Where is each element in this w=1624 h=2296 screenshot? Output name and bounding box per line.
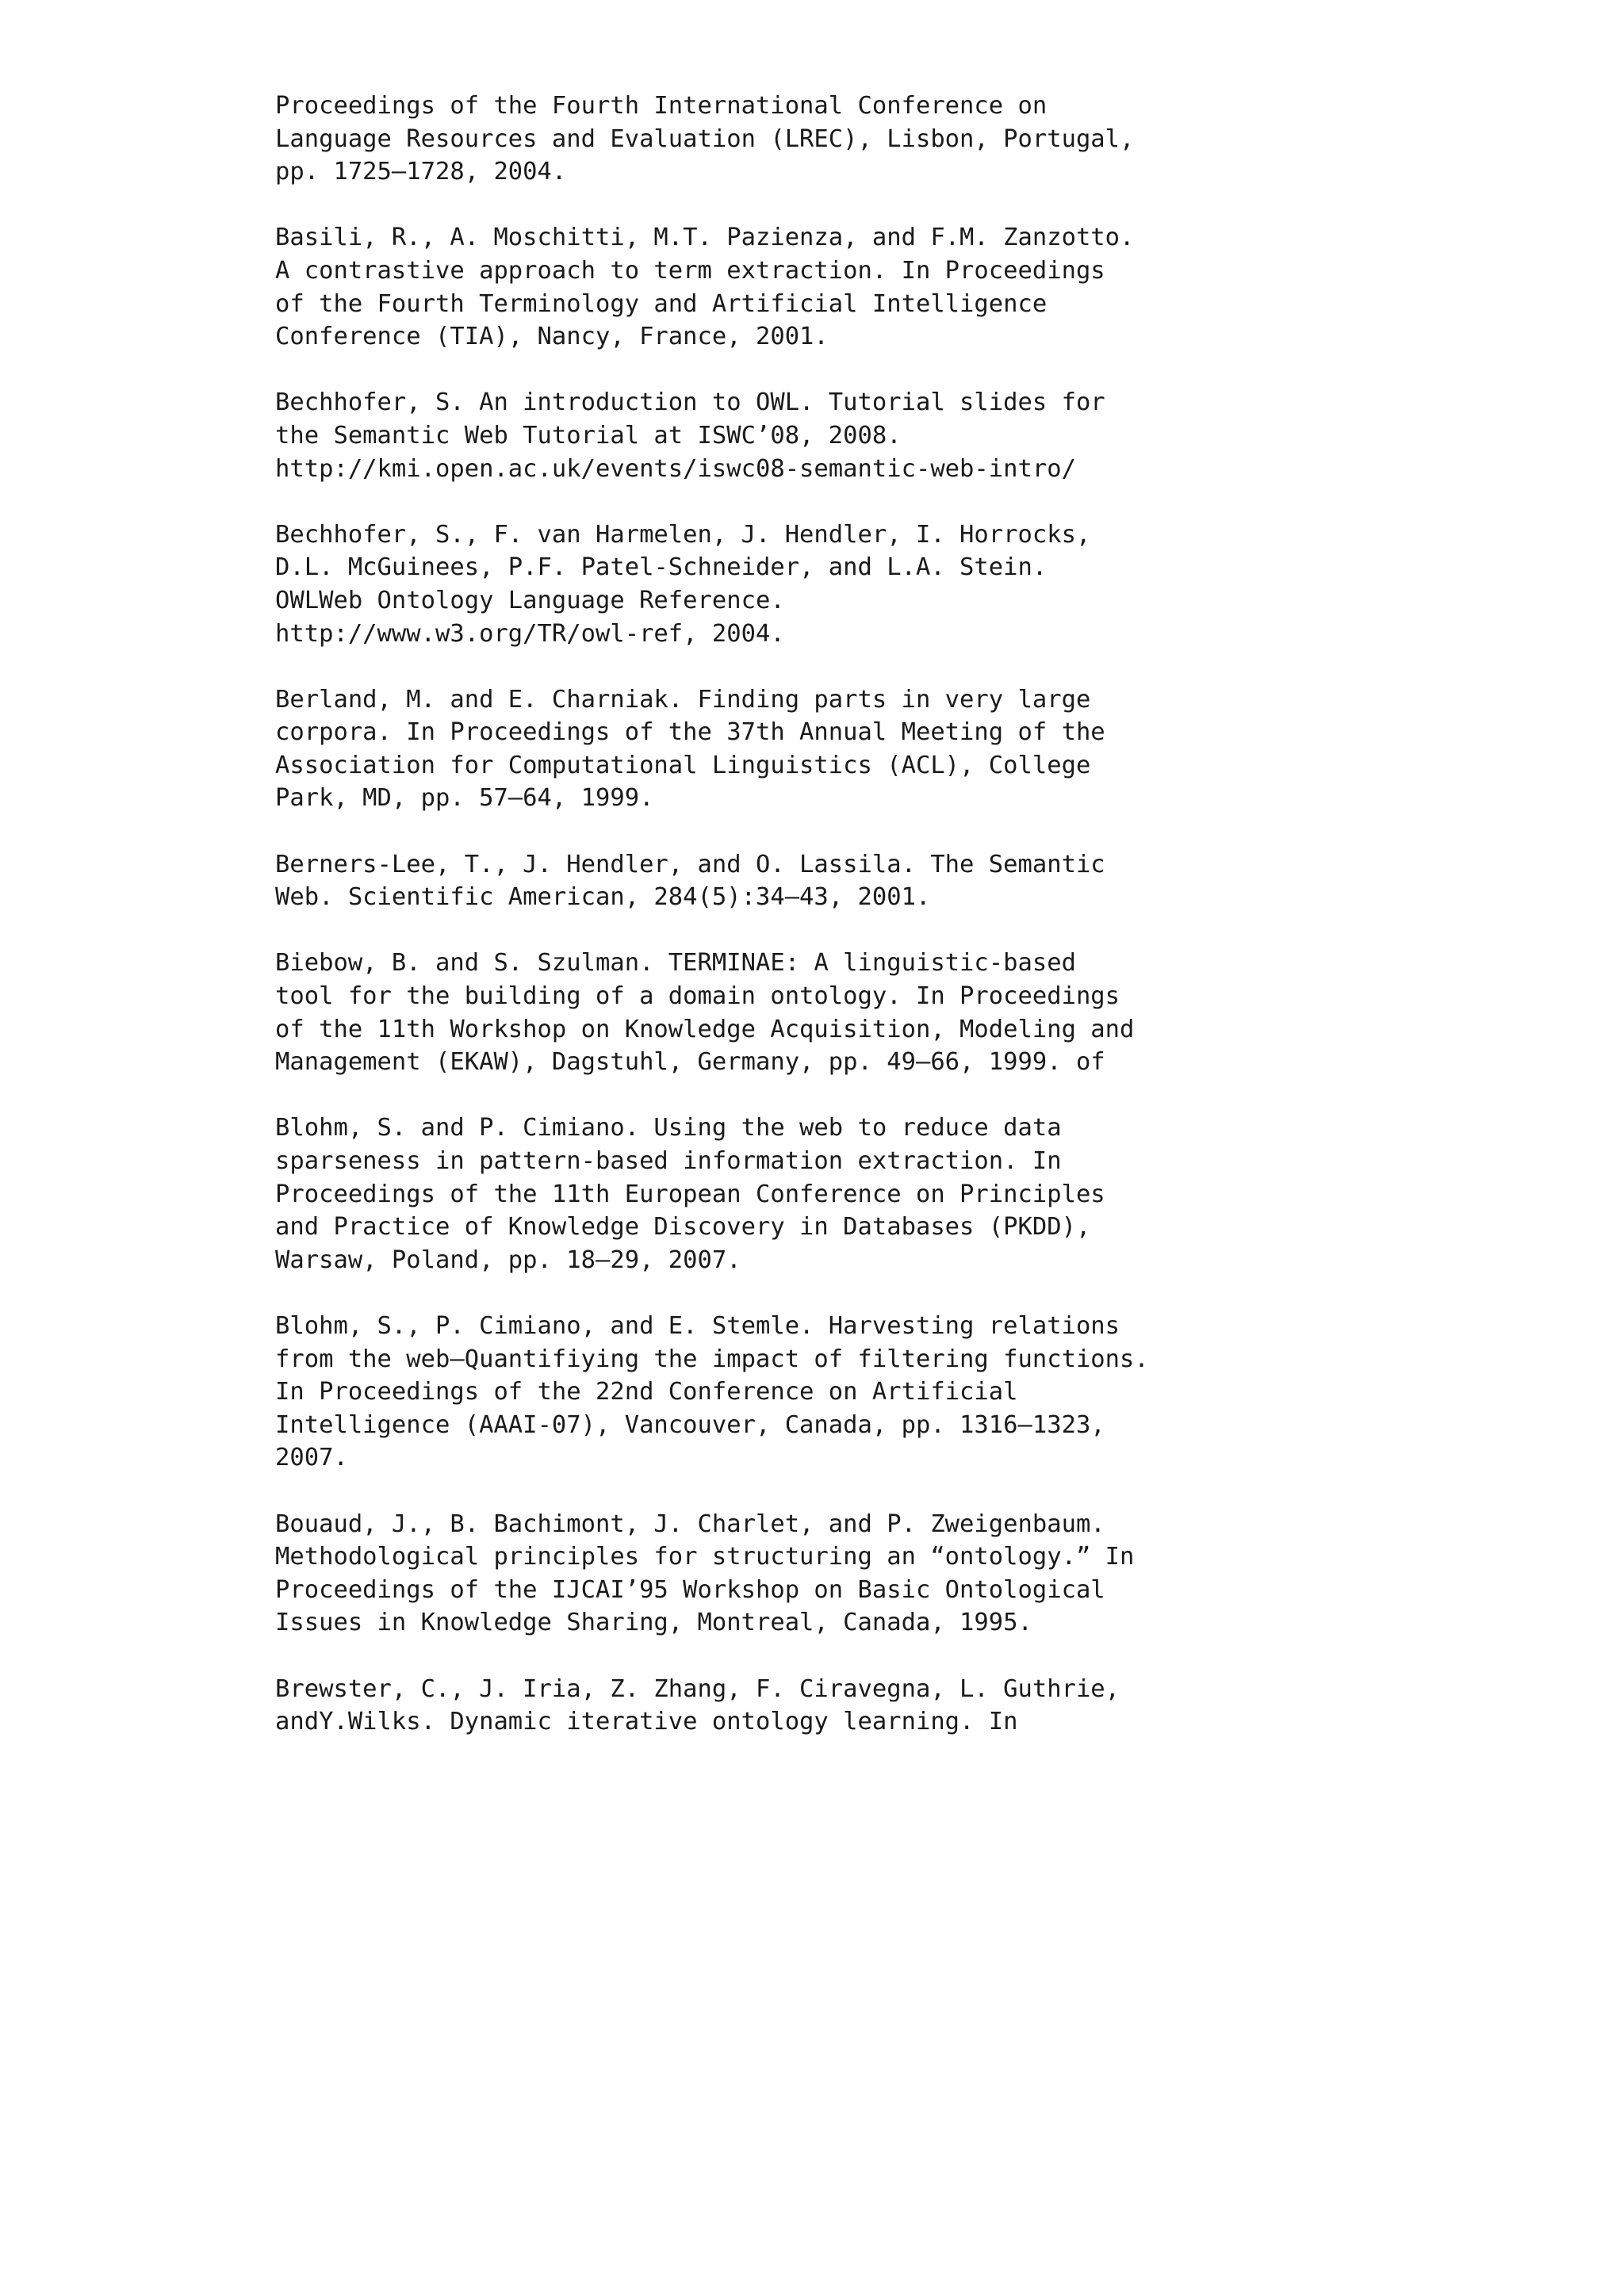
reference-line: pp. 1725–1728, 2004. xyxy=(275,158,567,186)
reference-line: Association for Computational Linguistics (ACL), College xyxy=(275,751,1091,779)
reference-line: Proceedings of the 11th European Conference on Principles xyxy=(275,1180,1105,1208)
reference-line: Berners-Lee, T., J. Hendler, and O. Lassila. The Semantic xyxy=(275,850,1105,878)
reference-line: of the 11th Workshop on Knowledge Acquisition, Modeling and xyxy=(275,1015,1135,1043)
reference-line: Methodological principles for structuring an “ontology.” In xyxy=(275,1543,1135,1571)
reference-line: and Practice of Knowledge Discovery in Databases (PKDD), xyxy=(275,1213,1091,1242)
reference-line: andY.Wilks. Dynamic iterative ontology learning. In xyxy=(275,1708,1018,1736)
reference-line: of the Fourth Terminology and Artificial Intelligence xyxy=(275,289,1048,318)
reference-line: the Semantic Web Tutorial at ISWC’08, 2008. xyxy=(275,421,902,450)
reference-line: 2007. xyxy=(275,1444,348,1472)
reference-line: Intelligence (AAAI-07), Vancouver, Canada, pp. 1316–1323, xyxy=(275,1410,1105,1439)
reference-entry xyxy=(275,1112,1401,1276)
reference-line: tool for the building of a domain ontology. In Proceedings xyxy=(275,982,1120,1011)
reference-line: Bouaud, J., B. Bachimont, J. Charlet, and P. Zweigenbaum. xyxy=(275,1510,1105,1538)
reference-line: Bechhofer, S., F. van Harmelen, J. Hendler, I. Horrocks, xyxy=(275,520,1091,549)
reference-line: Proceedings of the Fourth International Conference on xyxy=(275,92,1048,120)
reference-entry xyxy=(275,90,1401,189)
reference-entry xyxy=(275,683,1401,815)
reference-line: A contrastive approach to term extraction. In Proceedings xyxy=(275,256,1105,285)
reference-entry xyxy=(275,947,1401,1078)
reference-entry xyxy=(275,221,1401,353)
reference-line: Basili, R., A. Moschitti, M.T. Pazienza, and F.M. Zanzotto. xyxy=(275,224,1135,252)
reference-line: http://www.w3.org/TR/owl-ref, 2004. xyxy=(275,619,785,648)
reference-line: Conference (TIA), Nancy, France, 2001. xyxy=(275,323,829,351)
reference-line: D.L. McGuinees, P.F. Patel-Schneider, and L.A. Stein. xyxy=(275,553,1048,582)
reference-line: Issues in Knowledge Sharing, Montreal, Canada, 1995. xyxy=(275,1609,1032,1637)
reference-entry xyxy=(275,1310,1401,1475)
reference-list xyxy=(275,90,1401,1771)
reference-line: Biebow, B. and S. Szulman. TERMINAE: A linguistic-based xyxy=(275,949,1076,978)
reference-line: In Proceedings of the 22nd Conference on Artificial xyxy=(275,1378,1018,1406)
reference-entry xyxy=(275,1508,1401,1640)
reference-line: Park, MD, pp. 57–64, 1999. xyxy=(275,784,654,813)
reference-line: Management (EKAW), Dagstuhl, Germany, pp. 49–66, 1999. of xyxy=(275,1048,1105,1077)
reference-line: corpora. In Proceedings of the 37th Annual Meeting of the xyxy=(275,718,1105,747)
reference-entry xyxy=(275,848,1401,914)
reference-line: Berland, M. and E. Charniak. Finding parts in very large xyxy=(275,685,1091,714)
reference-line: Proceedings of the IJCAI’95 Workshop on Basic Ontological xyxy=(275,1575,1105,1604)
reference-line: Language Resources and Evaluation (LREC), Lisbon, Portugal, xyxy=(275,124,1135,153)
reference-line: Bechhofer, S. An introduction to OWL. Tutorial slides for xyxy=(275,388,1105,417)
reference-line: Web. Scientific American, 284(5):34–43, 2001. xyxy=(275,883,931,912)
reference-entry xyxy=(275,519,1401,650)
reference-line: http://kmi.open.ac.uk/events/iswc08-semantic-web-intro/ xyxy=(275,454,1076,483)
reference-entry xyxy=(275,386,1401,485)
reference-line: sparseness in pattern-based information extraction. In xyxy=(275,1147,1062,1175)
reference-line: Warsaw, Poland, pp. 18–29, 2007. xyxy=(275,1246,741,1274)
reference-line: from the web—Quantifiying the impact of filtering functions. xyxy=(275,1345,1149,1373)
reference-line: Blohm, S. and P. Cimiano. Using the web to reduce data xyxy=(275,1114,1062,1142)
reference-line: OWLWeb Ontology Language Reference. xyxy=(275,586,785,614)
reference-line: Brewster, C., J. Iria, Z. Zhang, F. Ciravegna, L. Guthrie, xyxy=(275,1674,1120,1703)
reference-entry xyxy=(275,1673,1401,1739)
reference-line: Blohm, S., P. Cimiano, and E. Stemle. Harvesting relations xyxy=(275,1311,1120,1340)
